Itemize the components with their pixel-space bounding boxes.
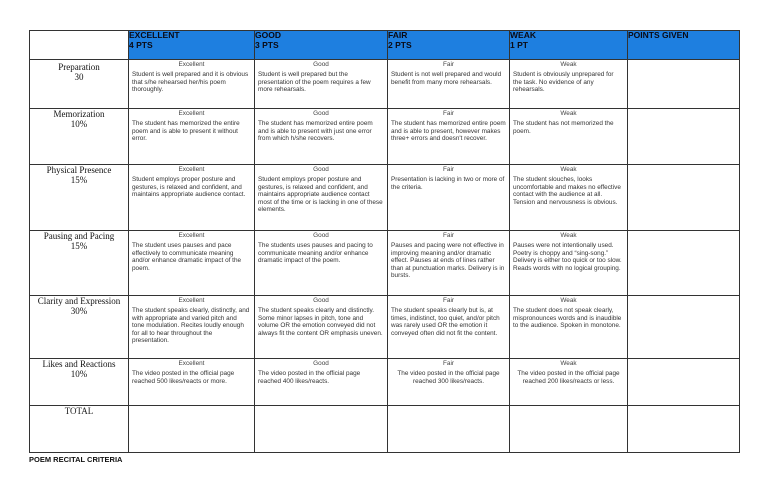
criterion-name: Clarity and Expression (37, 296, 121, 306)
cell-level-label: Fair (442, 110, 454, 117)
rubric-cell-excellent (129, 109, 255, 165)
criterion-name: Physical Presence (46, 165, 112, 175)
cell-description: Student is well prepared and it is obvious that s/he rehearsed her/his poem thoroughly. (132, 71, 249, 94)
cell-level-label: Fair (442, 166, 454, 173)
rubric-cell-excellent (129, 231, 255, 296)
points-given-cell[interactable] (628, 296, 740, 359)
cell-description: Student is not well prepared and would benefit from many more rehearsals. (391, 71, 502, 86)
cell-description: Pauses and pacing were not effective in improving meaning and/or dramatic effect. Pauses at ends of lines rather than at punctuation marks. Delivery is in bursts. (391, 242, 505, 280)
rubric-cell-good (255, 231, 388, 296)
cell-level-label: Excellent (178, 61, 205, 68)
rubric-cell-fair (388, 231, 510, 296)
cell-level-label: Good (313, 110, 329, 117)
cell-level-label: Good (313, 297, 329, 304)
rubric-cell-fair (388, 109, 510, 165)
criterion-weight: 30% (70, 306, 88, 316)
rubric-cell-weak (510, 165, 628, 231)
level-name: FAIR (388, 30, 408, 40)
cell-level-label: Weak (560, 61, 577, 68)
rubric-cell-good (255, 296, 388, 359)
criterion-cell (30, 296, 129, 359)
rubric-cell-excellent (129, 359, 255, 406)
rubric-cell-weak (510, 60, 628, 109)
criterion-name: Pausing and Pacing (43, 231, 115, 241)
cell-description: The student slouches, looks uncomfortable and makes no effective contact with the audience at all. Tension and nervousness is obvious. (513, 176, 621, 206)
rubric-cell-good (255, 109, 388, 165)
points-given-header: POINTS GIVEN (628, 31, 740, 60)
cell-level-label: Fair (442, 360, 454, 367)
table-row (30, 60, 740, 109)
rubric-cell-good (255, 165, 388, 231)
table-row (30, 231, 740, 296)
points-given-cell[interactable] (628, 231, 740, 296)
cell-level-label: Good (313, 360, 329, 367)
cell-level-label: Weak (560, 166, 577, 173)
cell-description: The student has memorized entire poem and is able to present with just one error from which h/she recovers. (258, 120, 373, 143)
rubric-cell-weak (510, 231, 628, 296)
criterion-weight: 15% (70, 241, 88, 251)
cell-level-label: Fair (442, 297, 454, 304)
cell-level-label: Fair (442, 61, 454, 68)
total-points-cell[interactable] (628, 406, 740, 453)
rubric-table (29, 30, 740, 453)
level-header-good (255, 31, 388, 60)
cell-description: The student does not speak clearly, mispronounces words and is inaudible to the audience. Spoken in monotone. (513, 307, 622, 330)
table-row (30, 165, 740, 231)
table-row (30, 296, 740, 359)
cell-level-label: Weak (560, 297, 577, 304)
rubric-cell-weak (510, 359, 628, 406)
rubric-cell-excellent (129, 165, 255, 231)
criterion-weight: 15% (70, 175, 88, 185)
cell-level-label: Fair (442, 232, 454, 239)
points-given-cell[interactable] (628, 109, 740, 165)
criterion-cell (30, 231, 129, 296)
criterion-cell (30, 359, 129, 406)
level-name: GOOD (255, 30, 281, 40)
total-blank-cell (255, 406, 388, 453)
cell-level-label: Weak (560, 110, 577, 117)
total-blank-cell (388, 406, 510, 453)
cell-level-label: Weak (560, 360, 577, 367)
cell-description: The student speaks clearly, distinctly, and with appropriate and varied pitch and tone modulation. Recites loudly enough for all to hear throughout the presentation. (132, 307, 250, 345)
criterion-name: Preparation (58, 62, 100, 72)
rubric-cell-fair (388, 359, 510, 406)
points-given-cell[interactable] (628, 165, 740, 231)
rubric-cell-good (255, 359, 388, 406)
cell-level-label: Weak (560, 232, 577, 239)
criterion-name: Likes and Reactions (42, 359, 116, 369)
total-row (30, 406, 740, 453)
cell-level-label: Excellent (178, 110, 205, 117)
criteria-header-cell (30, 31, 129, 60)
cell-level-label: Good (313, 166, 329, 173)
points-given-cell[interactable] (628, 359, 740, 406)
cell-description: The video posted in the official page reached 500 likes/reacts or more. (132, 370, 235, 385)
level-name: EXCELLENT (129, 30, 180, 40)
cell-description: Pauses were not intentionally used. Poetry is choppy and “sing-song.” Delivery is either too quick or too slow. Reads words with no logical grouping. (513, 242, 622, 272)
points-given-cell[interactable] (628, 60, 740, 109)
cell-description: The student has not memorized the poem. (513, 120, 614, 135)
total-label: TOTAL (30, 406, 129, 453)
criterion-name: Memorization (53, 109, 105, 119)
cell-level-label: Good (313, 61, 329, 68)
total-blank-cell (129, 406, 255, 453)
cell-description: The student speaks clearly and distinctly. Some minor lapses in pitch, tone and volume OR the emotion conveyed did not always fit the content OR emphasis uneven. (258, 307, 383, 337)
level-points: 3 PTS (255, 39, 279, 50)
criterion-weight: 30 (74, 72, 84, 82)
cell-description: Student is well prepared but the presentation of the poem requires a few more rehearsals. (258, 71, 371, 94)
criterion-weight: 10% (70, 369, 88, 379)
rubric-cell-fair (388, 296, 510, 359)
cell-level-label: Excellent (178, 166, 205, 173)
cell-description: The students uses pauses and pacing to communicate meaning and/or enhance dramatic impact of the poem. (258, 242, 373, 265)
cell-description: The video posted in the official page reached 400 likes/reacts. (258, 370, 361, 385)
level-points: 1 PT (510, 39, 528, 50)
table-row (30, 359, 740, 406)
criterion-weight: 10% (70, 119, 88, 129)
level-header-excellent (129, 31, 255, 60)
rubric-cell-fair (388, 165, 510, 231)
criterion-cell (30, 60, 129, 109)
level-points: 4 PTS (129, 39, 153, 50)
cell-description: The student speaks clearly but is, at times, indistinct, too quiet, and/or pitch was rarely used OR the emotion it conveyed often did not fit the content. (391, 307, 500, 337)
cell-description: The student has memorized the entire poem and is able to present it without error. (132, 120, 240, 143)
cell-level-label: Good (313, 232, 329, 239)
cell-level-label: Excellent (178, 297, 205, 304)
cell-description: The student has memorized entire poem and is able to present, however makes three+ errors and doesn't recover. (391, 120, 506, 143)
rubric-cell-excellent (129, 296, 255, 359)
cell-description: Presentation is lacking in two or more of the criteria. (391, 176, 505, 191)
cell-description: Student is obviously unprepared for the task. No evidence of any rehearsals. (513, 71, 614, 94)
cell-level-label: Excellent (178, 232, 205, 239)
level-header-weak (510, 31, 628, 60)
header-row (30, 31, 740, 60)
cell-description: The student uses pauses and pace effectively to communicate meaning and/or enhance dramatic impact of the poem. (132, 242, 242, 272)
rubric-cell-fair (388, 60, 510, 109)
rubric-cell-good (255, 60, 388, 109)
level-header-fair (388, 31, 510, 60)
document-caption: POEM RECITAL CRITERIA (29, 455, 123, 464)
rubric-cell-weak (510, 109, 628, 165)
cell-level-label: Excellent (178, 360, 205, 367)
criterion-cell (30, 109, 129, 165)
rubric-cell-excellent (129, 60, 255, 109)
total-blank-cell (510, 406, 628, 453)
level-name: WEAK (510, 30, 536, 40)
cell-description: The video posted in the official page reached 300 likes/reacts. (397, 370, 500, 385)
cell-description: The video posted in the official page reached 200 likes/reacts or less. (517, 370, 620, 385)
rubric-cell-weak (510, 296, 628, 359)
cell-description: Student employs proper posture and gestures, is relaxed and confident, and maintains appropriate audience contact most of the time or is lacking in one of these elements. (258, 176, 383, 214)
criterion-cell (30, 165, 129, 231)
table-row (30, 109, 740, 165)
cell-description: Student employs proper posture and gestures, is relaxed and confident, and maintains appropriate audience contact. (132, 176, 246, 199)
level-points: 2 PTS (388, 39, 412, 50)
